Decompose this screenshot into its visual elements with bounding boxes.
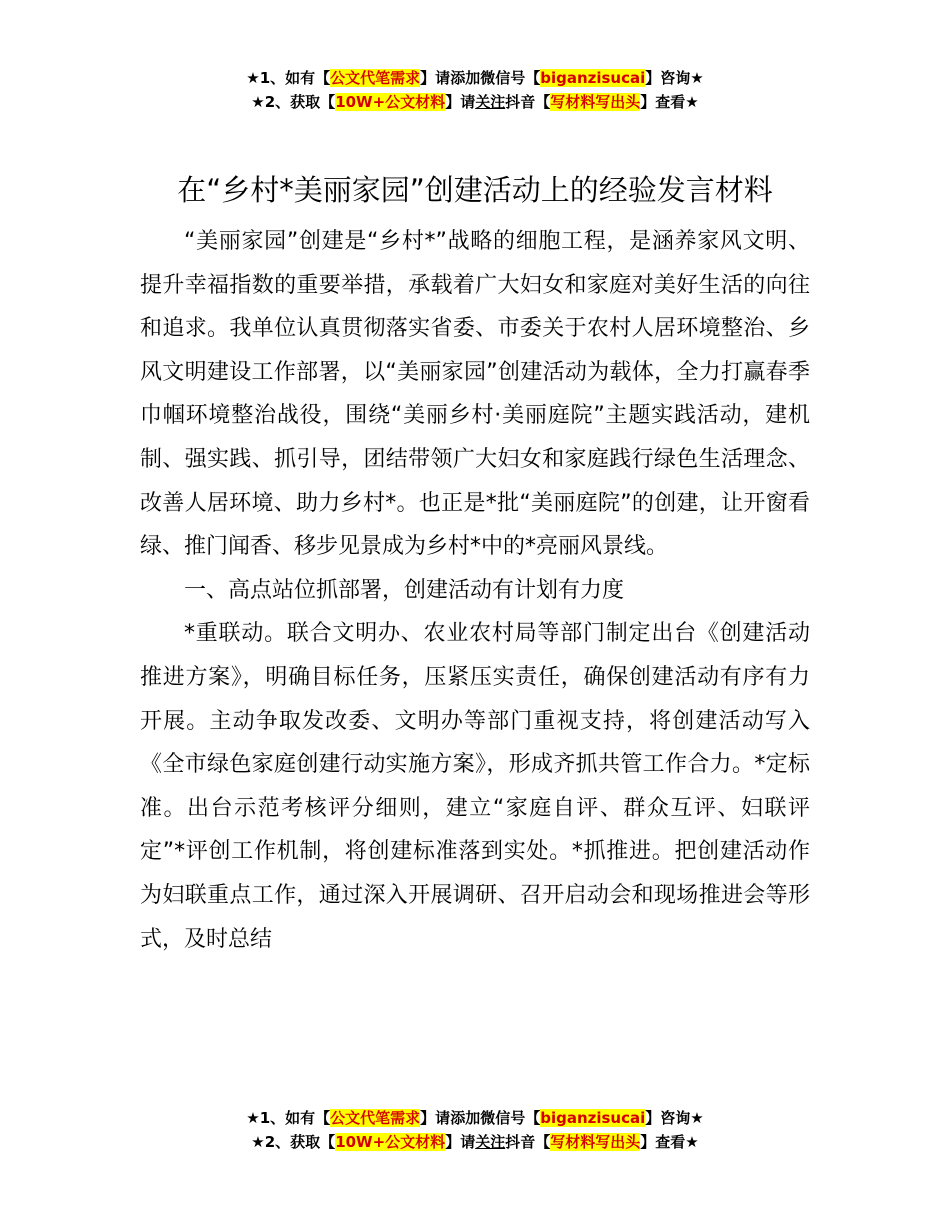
- document-title: 在“乡村*美丽家园”创建活动上的经验发言材料: [177, 173, 773, 207]
- promo-text: ★2、获取【: [251, 1133, 336, 1151]
- promo-emphasis: 关注: [475, 93, 506, 111]
- promo-line-2: [0, 90, 950, 114]
- promo-line-1: [0, 1106, 950, 1130]
- promo-highlight: biganzisucai: [540, 1109, 646, 1127]
- promo-text: 】查看★: [640, 93, 699, 111]
- promo-text: 微信号【: [480, 1109, 541, 1127]
- promo-highlight: 公文代笔需求: [330, 1109, 421, 1127]
- document-body: [140, 168, 810, 961]
- promo-text: 抖音【: [505, 93, 551, 111]
- promo-text: 】查看★: [640, 1133, 699, 1151]
- promo-highlight: 公文代笔需求: [330, 69, 421, 87]
- promo-highlight: biganzisucai: [540, 69, 646, 87]
- promo-banner-top: [0, 66, 950, 114]
- promo-highlight: 写材料写出头: [550, 93, 641, 111]
- paragraph-intro: “美丽家园”创建是“乡村*”战略的细胞工程，是涵养家风文明、提升幸福指数的重要举措，承载着广大妇女和家庭对美好生活的向往和追求。我单位认真贯彻落实省委、市委关于农村人居环境整治、乡风文明建设工作部署，以“美丽家园”创建活动为载体，全力打赢春季巾帼环境整治战役，围绕“美丽乡村·美丽庭院”主题实践活动，建机制、强实践、抓引导，团结带领广大妇女和家庭践行绿色生活理念、改善人居环境、助力乡村*。也正是*批“美丽庭院”的创建，让开窗看绿、推门闻香、移步见景成为乡村*中的*亮丽风景线。: [140, 229, 810, 560]
- promo-text: 】咨询★: [645, 1109, 704, 1127]
- promo-text: ★2、获取【: [251, 93, 336, 111]
- promo-text: 】请: [420, 69, 451, 87]
- promo-line-2: [0, 1130, 950, 1154]
- promo-highlight: 10W+公文材料: [335, 1133, 446, 1151]
- promo-emphasis: 添加: [450, 69, 481, 87]
- promo-text: 微信号【: [480, 69, 541, 87]
- promo-emphasis: 关注: [475, 1133, 506, 1151]
- section-heading: 一、高点站位抓部署，创建活动有计划有力度: [184, 577, 625, 603]
- promo-banner-bottom: [0, 1106, 950, 1154]
- promo-text: 】请: [445, 93, 476, 111]
- promo-text: 】请: [445, 1133, 476, 1151]
- promo-text: 】请: [420, 1109, 451, 1127]
- promo-highlight: 10W+公文材料: [335, 93, 446, 111]
- promo-text: 】咨询★: [645, 69, 704, 87]
- promo-highlight: 写材料写出头: [550, 1133, 641, 1151]
- promo-text: ★1、如有【: [246, 1109, 331, 1127]
- promo-line-1: [0, 66, 950, 90]
- paragraph-section-1: *重联动。联合文明办、农业农村局等部门制定出台《创建活动推进方案》，明确目标任务，压紧压实责任，确保创建活动有序有力开展。主动争取发改委、文明办等部门重视支持，将创建活动写入《全市绿色家庭创建行动实施方案》，形成齐抓共管工作合力。*定标准。出台示范考核评分细则，建立“家庭自评、群众互评、妇联评定”*评创工作机制，将创建标准落到实处。*抓推进。把创建活动作为妇联重点工作，通过深入开展调研、召开启动会和现场推进会等形式，及时总结: [140, 621, 810, 952]
- promo-text: 抖音【: [505, 1133, 551, 1151]
- promo-emphasis: 添加: [450, 1109, 481, 1127]
- promo-text: ★1、如有【: [246, 69, 331, 87]
